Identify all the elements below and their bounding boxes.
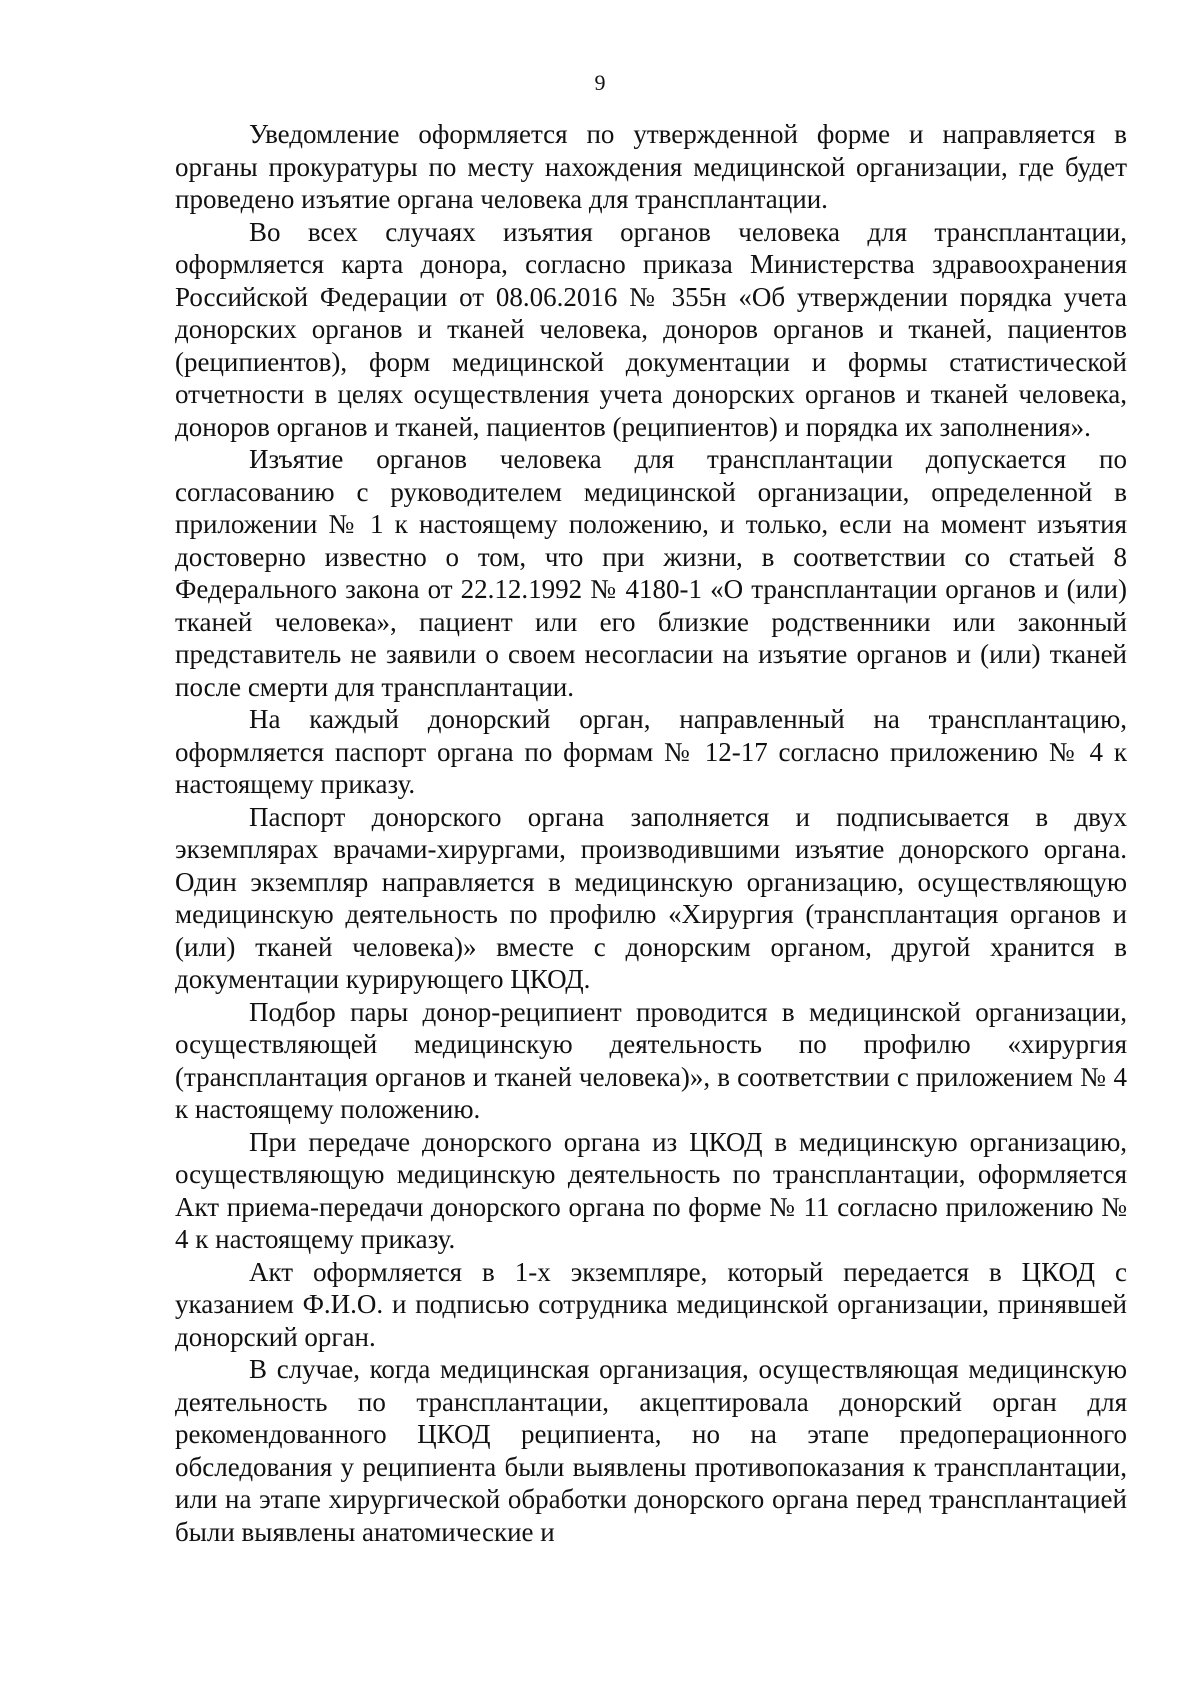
paragraph-notification: Уведомление оформляется по утвержденной форме и направляется в органы прокуратуры по месту нахождения медицинской организации, где будет проведено изъятие органа человека для трансплантации.: [175, 119, 1127, 214]
paragraph-contraindications: В случае, когда медицинская организация, осуществляющая медицинскую деятельность по трансплантации, акцептировала донорский орган для рекомендованного ЦКОД реципиента, но на этапе предоперационного обследования у реципиента были выявлены противопоказания к трансплантации, или на этапе хирургической обработки донорского органа перед трансплантацией были выявлены анатомические и: [175, 1354, 1127, 1547]
paragraph-donor-recipient-matching: Подбор пары донор-реципиент проводится в медицинской организации, осуществляющей медицинскую деятельность по профилю «хирургия (трансплантация органов и тканей человека)», в соответствии с приложением № 4 к настоящему положению.: [175, 996, 1127, 1124]
paragraph-organ-removal-approval: Изъятие органов человека для трансплантации допускается по согласованию с руководителем медицинской организации, определенной в приложении № 1 к настоящему положению, и только, если на момент изъятия достоверно известно о том, что при жизни, в соответствии со статьей 8 Федерального закона от 22.12.1992 № 4180-1 «О трансплантации органов и (или) тканей человека», пациент или его близкие родственники или законный представитель не заявили о своем несогласии на изъятие органов и (или) тканей после смерти для трансплантации.: [175, 444, 1127, 702]
paragraph-transfer-act: При передаче донорского органа из ЦКОД в медицинскую организацию, осуществляющую медицинскую деятельность по трансплантации, оформляется Акт приема-передачи донорского органа по форме № 11 согласно приложению № 4 к настоящему приказу.: [175, 1126, 1127, 1254]
page-number: 9: [594, 70, 606, 95]
paragraph-donor-card: Во всех случаях изъятия органов человека для трансплантации, оформляется карта донора, согласно приказа Министерства здравоохранения Российской Федерации от 08.06.2016 № 355н «Об утверждении порядка учета донорских органов и тканей человека, доноров органов и тканей, пациентов (реципиентов), форм медицинской документации и формы статистической отчетности в целях осуществления учета донорских органов и тканей человека, доноров органов и тканей, пациентов (реципиентов) и порядка их заполнения».: [175, 216, 1127, 442]
paragraph-passport-copies: Паспорт донорского органа заполняется и подписывается в двух экземплярах врачами-хирургами, производившими изъятие донорского органа. Один экземпляр направляется в медицинскую организацию, осуществляющую медицинскую деятельность по профилю «Хирургия (трансплантация органов и (или) тканей человека)» вместе с донорским органом, другой хранится в документации курирующего ЦКОД.: [175, 801, 1127, 994]
paragraph-act-copy: Акт оформляется в 1-х экземпляре, который передается в ЦКОД с указанием Ф.И.О. и подписью сотрудника медицинской организации, принявшей донорский орган.: [175, 1256, 1127, 1352]
document-body: [175, 118, 1127, 1548]
paragraph-organ-passport: На каждый донорский орган, направленный на трансплантацию, оформляется паспорт органа по формам № 12-17 согласно приложению № 4 к настоящему приказу.: [175, 704, 1127, 799]
